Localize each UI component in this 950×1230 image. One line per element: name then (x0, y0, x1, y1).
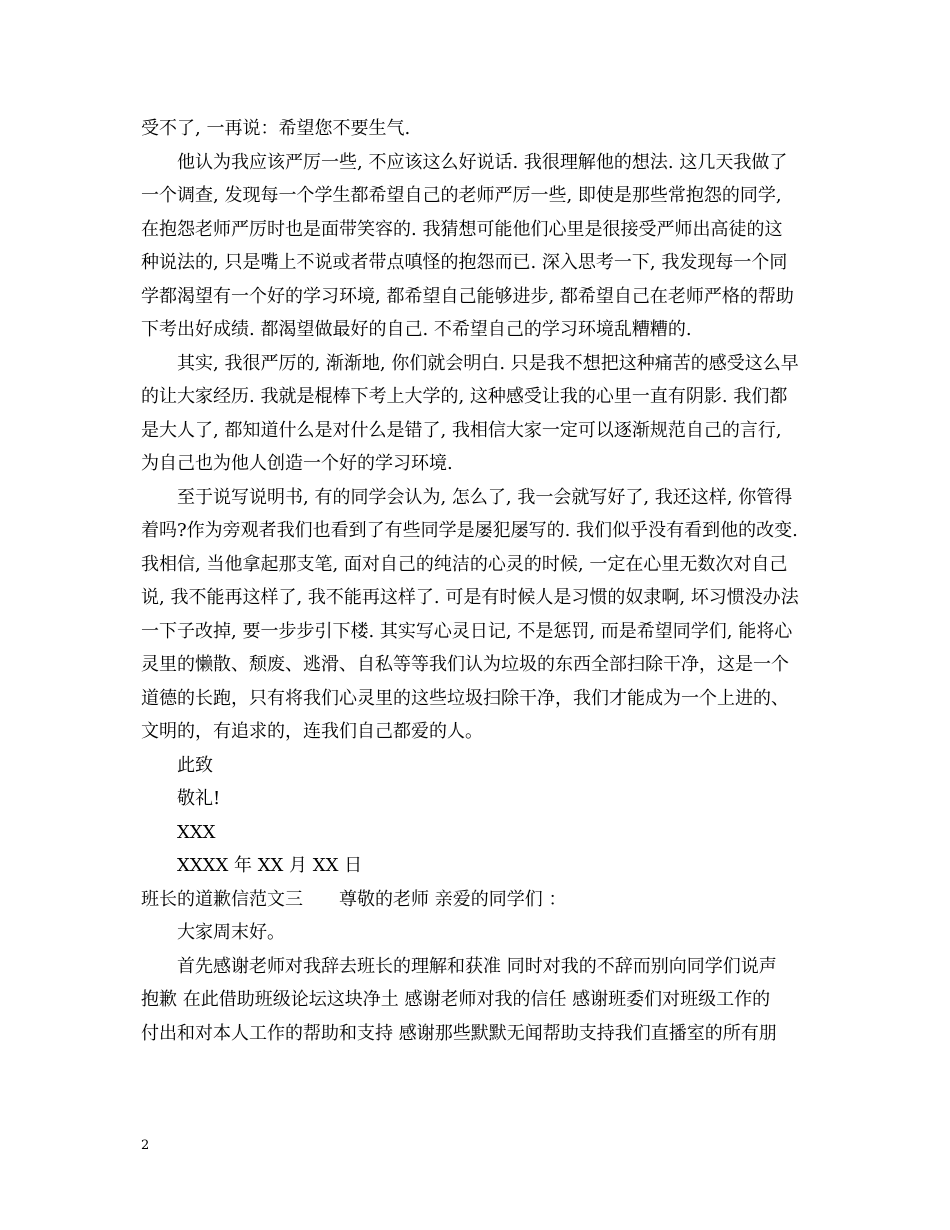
text-line: 为自己也为他人创造一个好的学习环境. (141, 453, 453, 474)
text-line: 是大人了, 都知道什么是对什么是错了, 我相信大家一定可以逐渐规范自己的言行, (141, 419, 782, 441)
text-line: 说, 我不能再这样了, 我不能再这样了. 可是有时候人是习惯的奴隶啊, 坏习惯没办法 (141, 587, 799, 608)
text-line: 他认为我应该严厉一些, 不应该这么好说话. 我很理解他的想法. 这几天我做了 (177, 151, 788, 173)
text-line: XXXX 年 XX 月 XX 日 (177, 855, 363, 876)
text-line: 大家周末好。 (177, 922, 285, 943)
document-body (141, 112, 813, 1050)
text-line: 在抱怨老师严厉时也是面带笑容的. 我猜想可能他们心里是很接受严师出高徒的这 (141, 218, 783, 240)
text-line: 一个调查, 发现每一个学生都希望自己的老师严厉一些, 即使是那些常抱怨的同学, (141, 185, 782, 206)
text-line: 道德的长跑，只有将我们心灵里的这些垃圾扫除干净，我们才能成为一个上进的、 (141, 687, 789, 709)
text-line: 的让大家经历. 我就是棍棒下考上大学的, 这种感受让我的心里一直有阴影. 我们都 (141, 386, 788, 407)
text-line: 付出和对本人工作的帮助和支持 感谢那些默默无闻帮助支持我们直播室的所有朋 (141, 1022, 777, 1044)
text-line: 此致 (177, 754, 213, 776)
text-line: 下考出好成绩. 都渴望做最好的自己. 不希望自己的学习环境乱糟糟的. (141, 319, 692, 340)
text-line: 首先感谢老师对我辞去班长的理解和获准 同时对我的不辞而别向同学们说声 (177, 955, 777, 977)
text-line: 文明的，有追求的，连我们自己都爱的人。 (141, 721, 483, 742)
text-line: 学都渴望有一个好的学习环境, 都希望自己能够进步, 都希望自己在老师严格的帮助 (141, 285, 794, 307)
text-line: 其实, 我很严厉的, 渐渐地, 你们就会明白. 只是我不想把这种痛苦的感受这么早 (177, 352, 799, 374)
text-line: 我相信, 当他拿起那支笔, 面对自己的纯洁的心灵的时候, 一定在心里无数次对自己 (141, 553, 788, 575)
text-line: 灵里的懒散、颓废、逃滑、自私等等我们认为垃圾的东西全部扫除干净，这是一个 (141, 654, 789, 675)
text-line: 一下子改掉, 要一步步引下楼. 其实写心灵日记, 不是惩罚, 而是希望同学们, 能将心 (141, 620, 793, 642)
text-line: 至于说写说明书, 有的同学会认为, 怎么了, 我一会就写好了, 我还这样, 你管得 (177, 486, 793, 508)
text-line: 种说法的, 只是嘴上不说或者带点嗔怪的抱怨而已. 深入思考一下, 我发现每一个同 (141, 252, 788, 273)
text-line: 抱歉 在此借助班级论坛这块净土 感谢老师对我的信任 感谢班委们对班级工作的 (141, 989, 771, 1010)
text-line: 受不了, 一再说：希望您不要生气. (141, 118, 411, 139)
page-number: 2 (141, 1138, 150, 1153)
text-line: 着吗?作为旁观者我们也看到了有些同学是屡犯屡写的. 我们似乎没有看到他的改变. (141, 520, 798, 541)
text-line: 班长的道歉信范文三 尊敬的老师 亲爱的同学们 ： (141, 888, 567, 910)
text-line: 敬礼! (177, 788, 221, 809)
text-line: XXX (177, 821, 216, 843)
